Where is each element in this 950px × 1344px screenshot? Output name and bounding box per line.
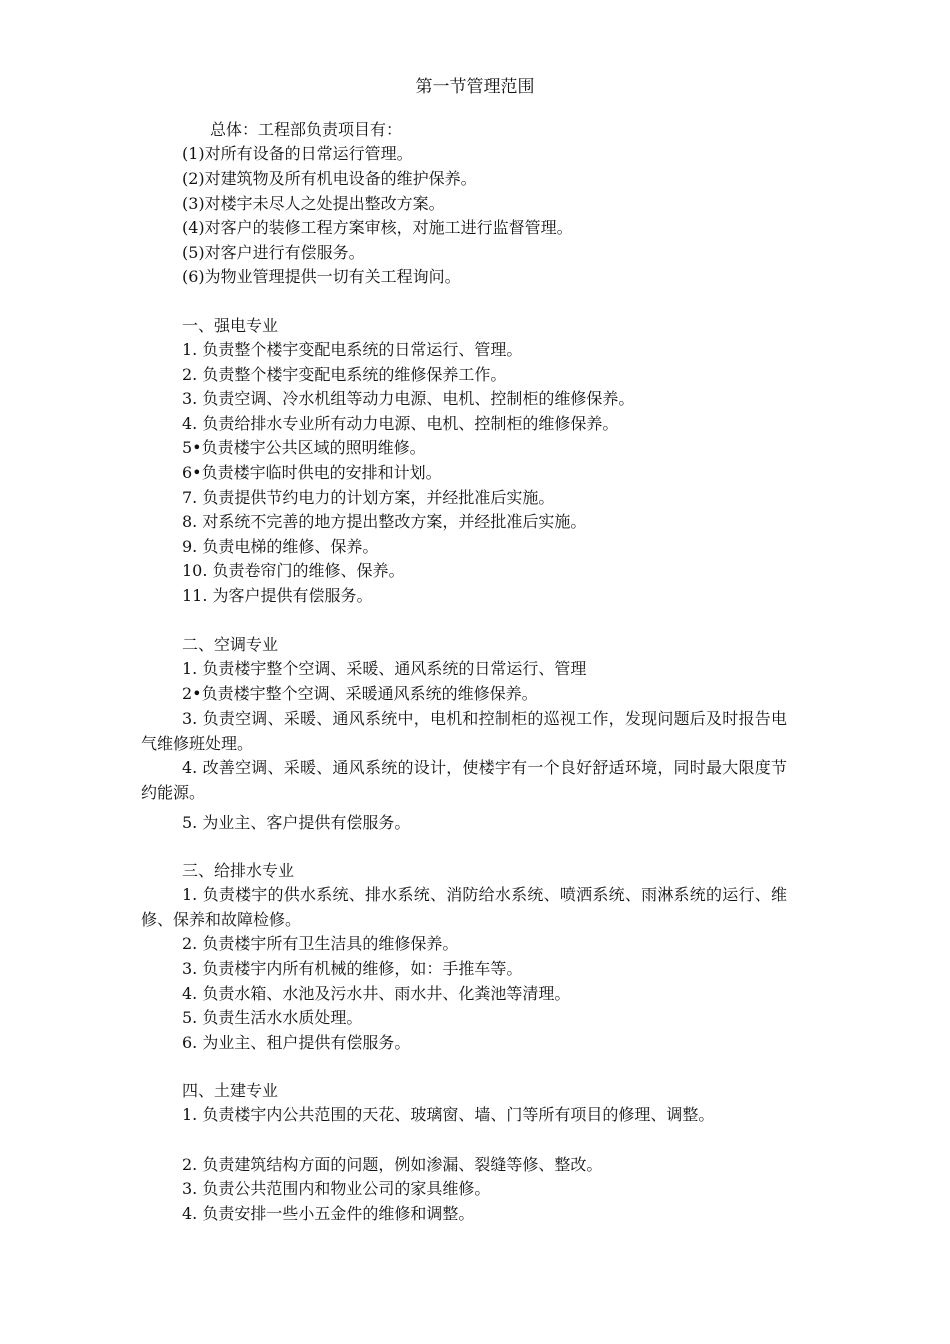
intro-item: (1)对所有设备的日常运行管理。 [182,144,413,163]
intro-item: (5)对客户进行有偿服务。 [182,243,365,262]
list-item: 1. 负责楼宇的供水系统、排水系统、消防给水系统、喷洒系统、雨淋系统的运行、维修、保养和故障检修。 [141,885,787,929]
list-item: 4. 负责安排一些小五金件的维修和调整。 [182,1204,475,1223]
list-item: 2. 负责楼宇所有卫生洁具的维修保养。 [182,934,459,953]
list-item: 10. 负责卷帘门的维修、保养。 [182,561,405,580]
intro-item: (3)对楼宇未尽人之处提出整改方案。 [182,194,445,213]
list-item: 3. 负责空调、采暖、通风系统中，电机和控制柜的巡视工作，发现问题后及时报告电气维修班处理。 [141,709,787,753]
list-item: 2. 负责整个楼宇变配电系统的维修保养工作。 [182,365,507,384]
list-item: 2•负责楼宇整个空调、采暖通风系统的维修保养。 [182,684,538,703]
list-item: 5•负责楼宇公共区域的照明维修。 [182,438,426,457]
list-item: 6. 为业主、租户提供有偿服务。 [182,1033,411,1052]
list-item: 5. 负责生活水水质处理。 [182,1008,363,1027]
section-heading: 一、强电专业 [182,316,279,335]
list-item: 3. 负责空调、冷水机组等动力电源、电机、控制柜的维修保养。 [182,389,635,408]
list-item: 3. 负责公共范围内和物业公司的家具维修。 [182,1179,491,1198]
intro-item: (6)为物业管理提供一切有关工程询问。 [182,267,461,286]
list-item: 4. 负责水箱、水池及污水井、雨水井、化粪池等清理。 [182,984,571,1003]
list-item: 7. 负责提供节约电力的计划方案，并经批准后实施。 [182,488,555,507]
list-item: 9. 负责电梯的维修、保养。 [182,537,379,556]
intro-item: (4)对客户的装修工程方案审核，对施工进行监督管理。 [182,218,573,237]
list-item: 3. 负责楼宇内所有机械的维修，如：手推车等。 [182,959,523,978]
intro-heading: 总体：工程部负责项目有： [210,120,403,139]
list-item: 4. 负责给排水专业所有动力电源、电机、控制柜的维修保养。 [182,414,619,433]
page-title: 第一节管理范围 [415,77,535,97]
list-item: 2. 负责建筑结构方面的问题，例如渗漏、裂缝等修、整改。 [182,1155,603,1174]
list-item: 1. 负责楼宇内公共范围的天花、玻璃窗、墙、门等所有项目的修理、调整。 [182,1105,715,1124]
list-item: 1. 负责整个楼宇变配电系统的日常运行、管理。 [182,340,523,359]
list-item: 8. 对系统不完善的地方提出整改方案，并经批准后实施。 [182,512,587,531]
list-item: 4. 改善空调、采暖、通风系统的设计，使楼宇有一个良好舒适环境，同时最大限度节约能源。 [141,758,787,802]
list-item: 1. 负责楼宇整个空调、采暖、通风系统的日常运行、管理 [182,659,587,678]
section-heading: 四、土建专业 [182,1081,279,1100]
list-item: 11. 为客户提供有偿服务。 [182,586,373,605]
list-item: 6•负责楼宇临时供电的安排和计划。 [182,463,442,482]
list-item: 5. 为业主、客户提供有偿服务。 [182,813,411,832]
section-heading: 二、空调专业 [182,635,279,654]
section-heading: 三、给排水专业 [182,861,295,880]
intro-item: (2)对建筑物及所有机电设备的维护保养。 [182,169,477,188]
